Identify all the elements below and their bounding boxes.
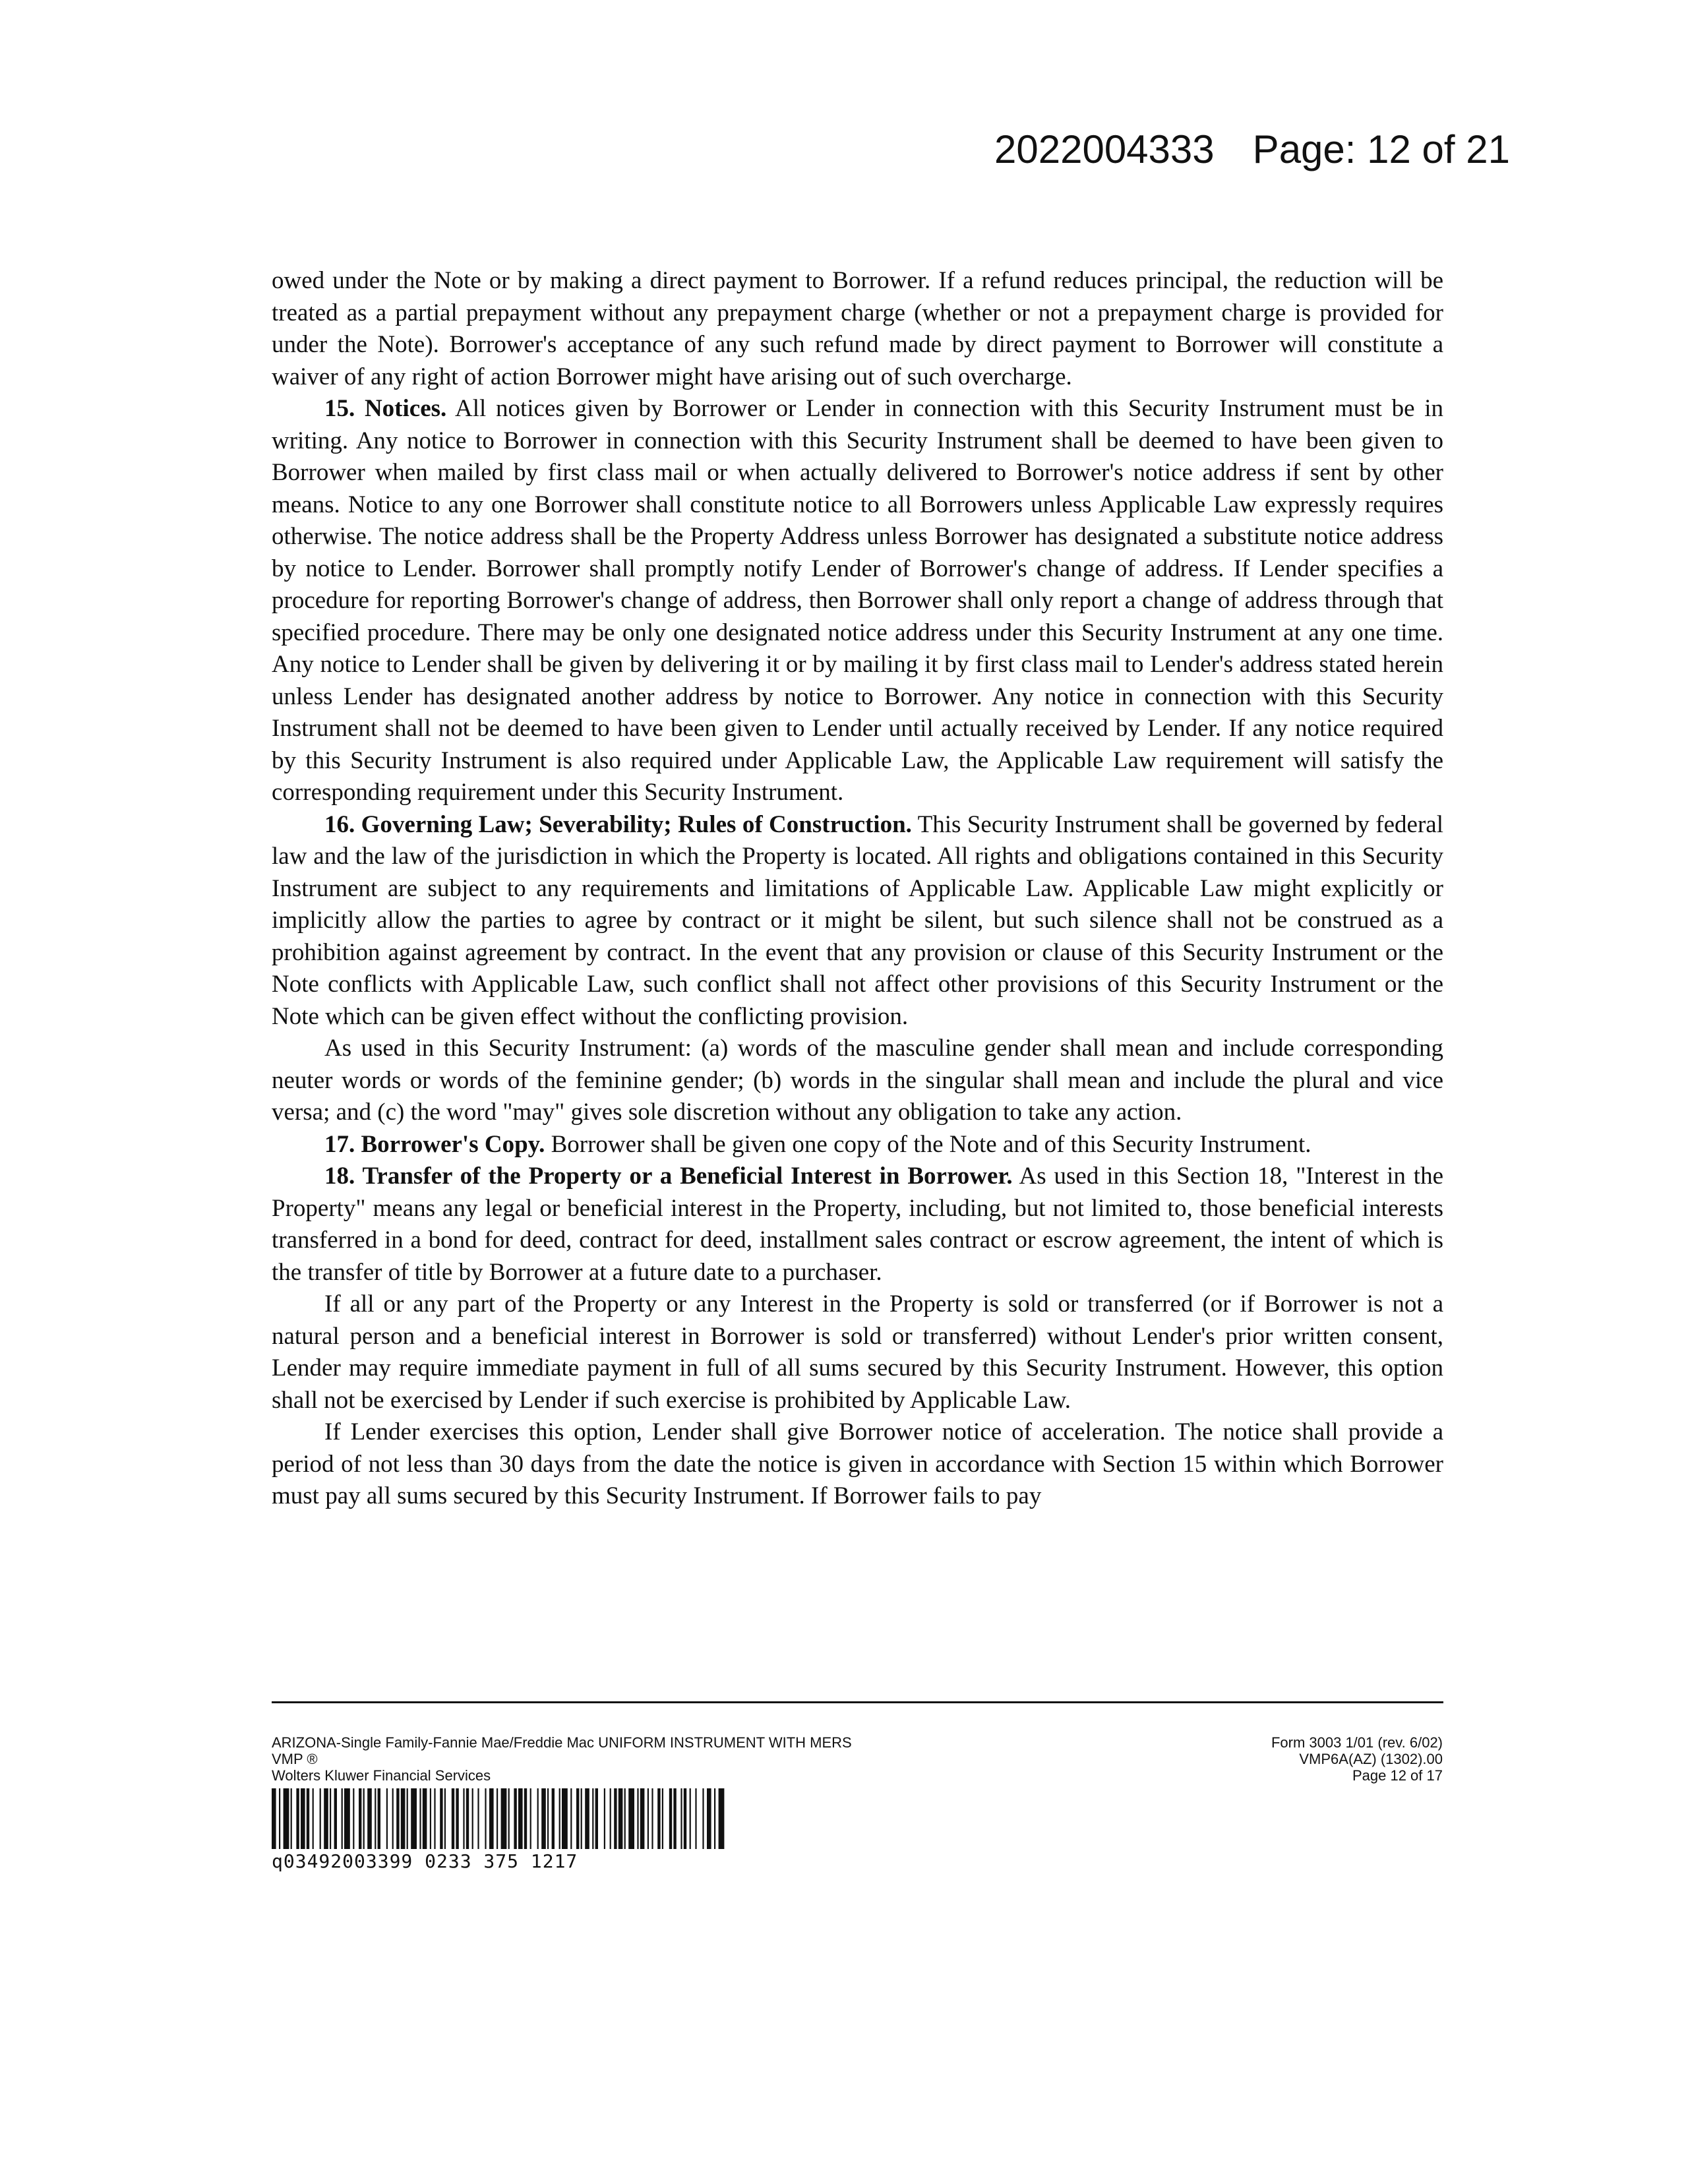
page-indicator: Page: 12 of 21 [1252,127,1510,171]
section-17-heading: 17. Borrower's Copy. [324,1130,545,1158]
barcode-image [272,1788,727,1849]
section-17-borrowers-copy [272,1129,1443,1161]
section-15-heading: 15. Notices. [324,395,447,422]
footer-vmp-code: VMP6A(AZ) (1302).00 [1299,1751,1443,1767]
footer-form-title [272,1734,852,1784]
document-body [272,265,1443,1513]
footer-page-count: Page 12 of 17 [1352,1767,1443,1784]
section-18-heading: 18. Transfer of the Property or a Beneficial Interest in Borrower. [324,1163,1013,1190]
section-17-text: Borrower shall be given one copy of the Note and of this Security Instrument. [545,1130,1311,1158]
document-number: 2022004333 [994,127,1215,171]
footer-form-number: Form 3003 1/01 (rev. 6/02) [1271,1734,1443,1751]
section-18-transfer [272,1161,1443,1289]
paragraph-refund: owed under the Note or by making a direct payment to Borrower. If a refund reduces principal, the reduction will be treated as a partial prepayment without any prepayment charge (whether or not a prepayment charge is provided for under the Note). Borrower's acceptance of any such refund made by direct payment to Borrower will constitute a waiver of any right of action Borrower might have arising out of such overcharge. [272,267,1443,390]
footer-vmp: VMP ® [272,1751,318,1767]
section-18-text: As used in this Section 18, "Interest in the Property" means any legal or beneficial interest in the Property, including, but not limited to, those beneficial interests transferred in a bond for deed, contract for deed, installment sales contract or escrow agreement, the intent of which is the transfer of title by Borrower at a future date to a purchaser. [272,1163,1443,1286]
footer-publisher: Wolters Kluwer Financial Services [272,1767,491,1784]
footer-instrument-name: ARIZONA-Single Family-Fannie Mae/Freddie Mac UNIFORM INSTRUMENT WITH MERS [272,1734,852,1751]
section-16-governing-law [272,809,1443,1033]
section-16-heading: 16. Governing Law; Severability; Rules of Construction. [324,810,912,838]
section-15-notices [272,393,1443,809]
footer-divider [272,1701,1443,1703]
section-16-text: This Security Instrument shall be governed by federal law and the law of the jurisdiction in which the Property is located. All rights and obligations contained in this Security Instrument are subject to any requirements and limitations of Applicable Law. Applicable Law might explicitly or implicitly allow the parties to agree by contract or it might be silent, but such silence shall not be construed as a prohibition against agreement by contract. In the event that any provision or clause of this Security Instrument or the Note conflicts with Applicable Law, such conflict shall not affect other provisions of this Security Instrument or the Note which can be given effect without the conflicting provision. [272,810,1443,1030]
section-18-paragraph-3: If Lender exercises this option, Lender shall give Borrower notice of acceleration. The notice shall provide a period of not less than 30 days from the date the notice is given in accordance with Section 15 within which Borrower must pay all sums secured by this Security Instrument. If Borrower fails to pay [272,1418,1443,1509]
barcode-number: q03492003399 0233 375 1217 [272,1850,578,1872]
section-15-text: All notices given by Borrower or Lender in connection with this Security Instrument must be in writing. Any notice to Borrower in connection with this Security Instrument shall be deemed to have been given to Borrower when mailed by first class mail or when actually delivered to Borrower's notice address if sent by other means. Notice to any one Borrower shall constitute notice to all Borrowers unless Applicable Law expressly requires otherwise. The notice address shall be the Property Address unless Borrower has designated a substitute notice address by notice to Lender. Borrower shall promptly notify Lender of Borrower's change of address. If Lender specifies a procedure for reporting Borrower's change of address, then Borrower shall only report a change of address through that specified procedure. There may be only one designated notice address under this Security Instrument at any one time. Any notice to Lender shall be given by delivering it or by mailing it by first class mail to Lender's address stated herein unless Lender has designated another address by notice to Borrower. Any notice in connection with this Security Instrument shall not be deemed to have been given to Lender until actually received by Lender. If any notice required by this Security Instrument is also required under Applicable Law, the Applicable Law requirement will satisfy the corresponding requirement under this Security Instrument. [272,395,1443,806]
document-header [994,127,1510,172]
footer-form-info [1271,1734,1443,1784]
section-18-paragraph-2: If all or any part of the Property or any Interest in the Property is sold or transferred (or if Borrower is not a natural person and a beneficial interest in Borrower is sold or transferred) without Lender's prior written consent, Lender may require immediate payment in full of all sums secured by this Security Instrument. However, this option shall not be exercised by Lender if such exercise is prohibited by Applicable Law. [272,1290,1443,1414]
section-16-paragraph-2: As used in this Security Instrument: (a) words of the masculine gender shall mean and include corresponding neuter words or words of the feminine gender; (b) words in the singular shall mean and include the plural and vice versa; and (c) the word "may" gives sole discretion without any obligation to take any action. [272,1035,1443,1126]
